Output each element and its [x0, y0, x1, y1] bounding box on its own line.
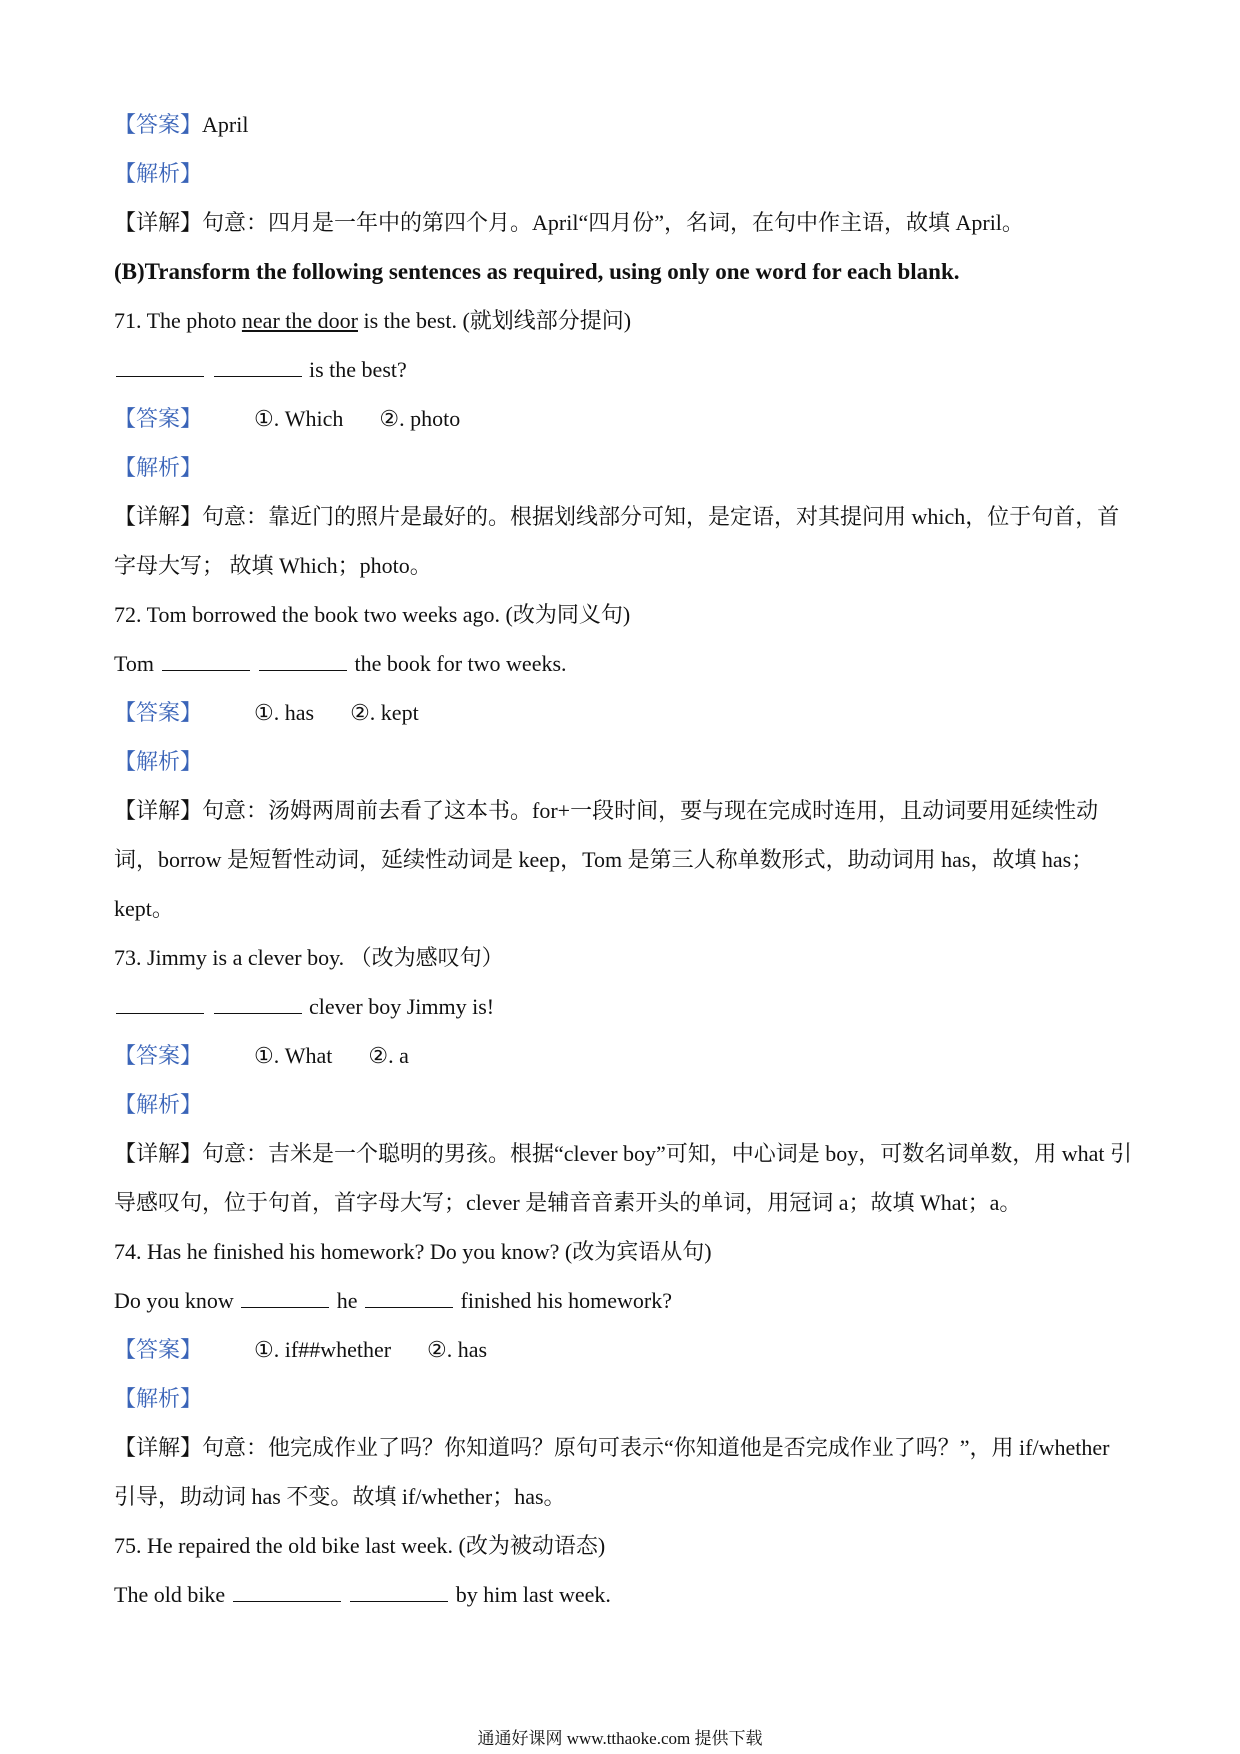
- detail-label: 【详解】: [114, 1141, 203, 1166]
- page-footer: 通通好课网 www.tthaoke.com 提供下载: [477, 1729, 763, 1748]
- q73-answer-line: [114, 1031, 1134, 1080]
- q73-analysis-line: [114, 1080, 1134, 1129]
- q70-answer-line: [114, 100, 1134, 149]
- q71-underlined-phrase: near the door: [241, 308, 358, 333]
- q72-detail-line-1: [114, 786, 1134, 835]
- q74-analysis-line: [114, 1374, 1134, 1423]
- q75-fill-before: The old bike: [114, 1582, 231, 1607]
- q73-detail-1: 句意：吉米是一个聪明的男孩。根据“clever boy”可知，中心词是 boy，可数名词单数，用 what 引: [202, 1141, 1133, 1166]
- q72-fill-after: the book for two weeks.: [349, 651, 567, 676]
- q71-blank-1: [116, 358, 204, 377]
- q75-fill-line: [114, 1570, 1134, 1619]
- q75-prompt: 75. He repaired the old bike last week. (改为被动语态): [114, 1533, 606, 1558]
- q72-analysis-line: [114, 737, 1134, 786]
- q73-blank-2: [214, 995, 302, 1014]
- q70-answer: April: [202, 112, 249, 137]
- q74-fill-after: finished his homework?: [455, 1288, 672, 1313]
- q71-detail-line-1: [114, 492, 1134, 541]
- q74-detail-line-2: 引导，助动词 has 不变。故填 if/whether；has。: [114, 1484, 566, 1509]
- q72-detail-line-2: 词，borrow 是短暂性动词，延续性动词是 keep，Tom 是第三人称单数形式，助动词用 has，故填 has；: [114, 847, 1094, 872]
- detail-label: 【详解】: [114, 798, 203, 823]
- q74-blank-1: [241, 1289, 329, 1308]
- q72-detail-1: 句意：汤姆两周前去看了这本书。for+一段时间，要与现在完成时连用，且动词要用延续性动: [202, 798, 1099, 823]
- document-page: [114, 100, 1134, 1619]
- q71-answer-1: ①. Which: [254, 406, 344, 431]
- answer-label: 【答案】: [114, 406, 203, 431]
- q72-fill-before: Tom: [114, 651, 160, 676]
- q74-detail-line-1: [114, 1423, 1134, 1472]
- q73-fill-after: clever boy Jimmy is!: [303, 994, 495, 1019]
- q71-blank-2: [214, 358, 302, 377]
- q73-answer-1: ①. What: [254, 1043, 333, 1068]
- q72-prompt: 72. Tom borrowed the book two weeks ago. (改为同义句): [114, 602, 631, 627]
- q75-blank-1: [233, 1583, 341, 1602]
- q71-detail-1: 句意：靠近门的照片是最好的。根据划线部分可知，是定语，对其提问用 which，位于句首，首: [202, 504, 1120, 529]
- q74-answer-line: [114, 1325, 1134, 1374]
- q71-fill-line: [114, 345, 1134, 394]
- q72-fill-line: [114, 639, 1134, 688]
- q71-answer-2: ②. photo: [379, 406, 461, 431]
- q71-prompt-before: 71. The photo: [114, 308, 242, 333]
- detail-label: 【详解】: [114, 1435, 203, 1460]
- analysis-label: 【解析】: [114, 749, 203, 774]
- q73-prompt: 73. Jimmy is a clever boy. （改为感叹句）: [114, 945, 504, 970]
- q73-blank-1: [116, 995, 204, 1014]
- analysis-label: 【解析】: [114, 1092, 203, 1117]
- q74-answer-1: ①. if##whether: [254, 1337, 392, 1362]
- q72-answer-2: ②. kept: [350, 700, 419, 725]
- answer-label: 【答案】: [114, 112, 203, 137]
- q74-answer-2: ②. has: [427, 1337, 488, 1362]
- q70-detail-line: [114, 198, 1134, 247]
- q72-answer-1: ①. has: [254, 700, 315, 725]
- q75-fill-after: by him last week.: [450, 1582, 611, 1607]
- q74-blank-2: [365, 1289, 453, 1308]
- analysis-label: 【解析】: [114, 455, 203, 480]
- q71-prompt-after: is the best. (就划线部分提问): [357, 308, 632, 333]
- answer-label: 【答案】: [114, 1337, 203, 1362]
- q72-answer-line: [114, 688, 1134, 737]
- q73-fill-line: [114, 982, 1134, 1031]
- q71-analysis-line: [114, 443, 1134, 492]
- q73-answer-2: ②. a: [368, 1043, 409, 1068]
- q72-detail-line-3: kept。: [114, 896, 174, 921]
- q71-prompt: [114, 296, 1134, 345]
- q71-detail-line-2: 字母大写； 故填 Which；photo。: [114, 553, 432, 578]
- answer-label: 【答案】: [114, 1043, 203, 1068]
- detail-label: 【详解】: [114, 504, 203, 529]
- analysis-label: 【解析】: [114, 161, 203, 186]
- q72-blank-2: [259, 652, 347, 671]
- q74-detail-1: 句意：他完成作业了吗？你知道吗？原句可表示“你知道他是否完成作业了吗？”，用 if/whether: [202, 1435, 1110, 1460]
- q72-blank-1: [162, 652, 250, 671]
- q74-fill-line: [114, 1276, 1134, 1325]
- q74-prompt: 74. Has he finished his homework? Do you know? (改为宾语从句): [114, 1239, 712, 1264]
- q73-detail-line-1: [114, 1129, 1134, 1178]
- detail-label: 【详解】: [114, 210, 203, 235]
- answer-label: 【答案】: [114, 700, 203, 725]
- q75-blank-2: [350, 1583, 448, 1602]
- q70-detail: 句意：四月是一年中的第四个月。April“四月份”，名词，在句中作主语，故填 April。: [202, 210, 1024, 235]
- q70-analysis-line: [114, 149, 1134, 198]
- q73-detail-line-2: 导感叹句，位于句首，首字母大写；clever 是辅音音素开头的单词，用冠词 a；故填 What；a。: [114, 1190, 1022, 1215]
- q71-answer-line: [114, 394, 1134, 443]
- section-b-heading: (B)Transform the following sentences as required, using only one word for each blank.: [114, 259, 960, 284]
- analysis-label: 【解析】: [114, 1386, 203, 1411]
- q71-fill-after: is the best?: [303, 357, 407, 382]
- q74-fill-before: Do you know: [114, 1288, 240, 1313]
- q74-fill-middle: he: [331, 1288, 364, 1313]
